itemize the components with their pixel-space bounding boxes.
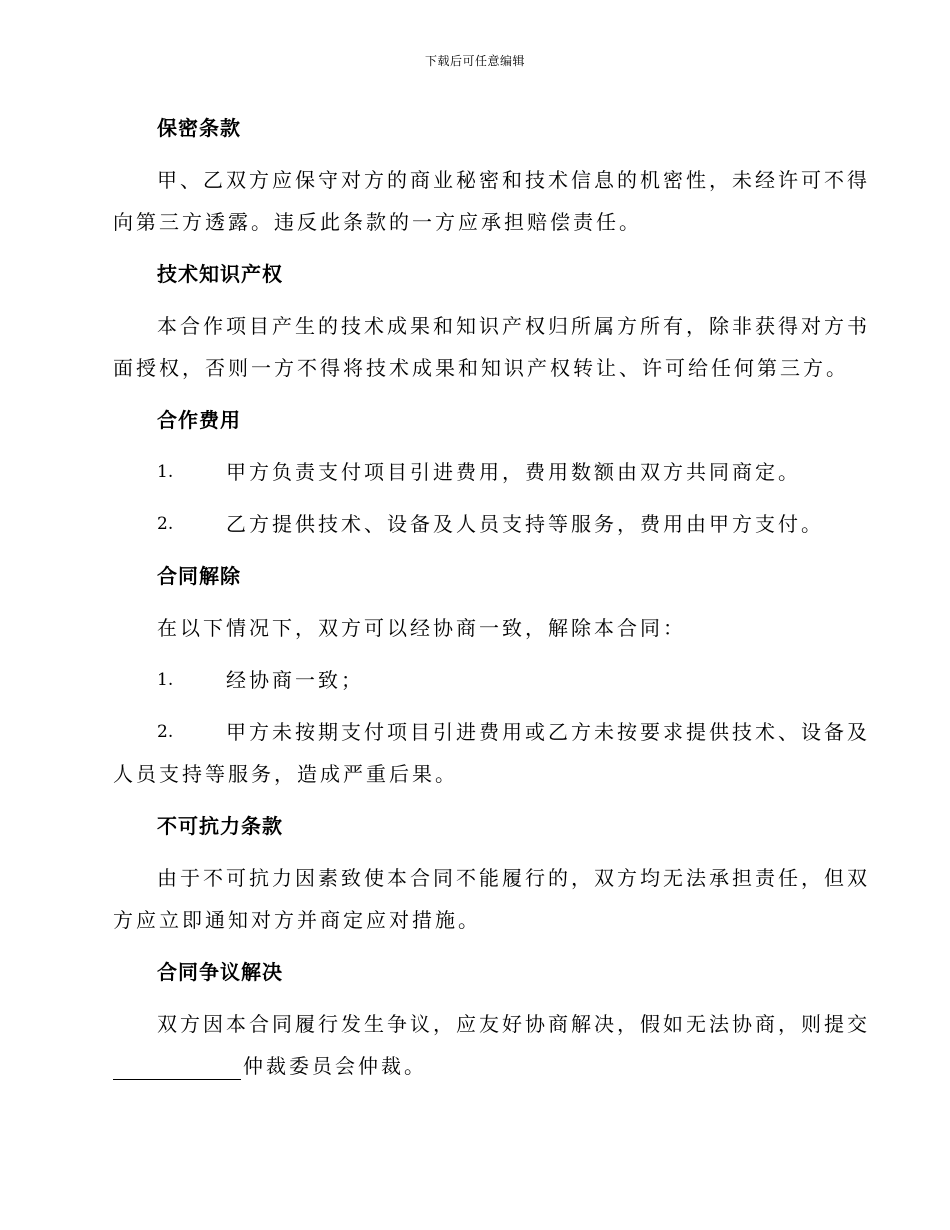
force-majeure-text-line-1: 由于不可抗力因素致使本合同不能履行的，双方均无法承担责任，但双: [157, 866, 870, 890]
confidentiality-text-line-1: 甲、乙双方应保守对方的商业秘密和技术信息的机密性，未经许可不得: [157, 168, 870, 192]
ip-text-line-1: 本合作项目产生的技术成果和知识产权归所属方所有，除非获得对方书: [157, 314, 870, 338]
confidentiality-text-line-2: 向第三方透露。违反此条款的一方应承担赔偿责任。: [113, 210, 642, 234]
dispute-text-line-2: [113, 1052, 427, 1080]
termination-item-text: 甲方未按期支付项目引进费用或乙方未按要求提供技术、设备及: [226, 720, 870, 744]
arbitration-commission-blank: [113, 1057, 241, 1080]
fees-item-text: 甲方负责支付项目引进费用，费用数额由双方共同商定。: [226, 460, 801, 484]
section-title-ip: 技术知识产权: [157, 262, 283, 286]
termination-item-text: 经协商一致；: [226, 668, 364, 692]
termination-item-number: 2.: [157, 722, 174, 742]
fees-item-text: 乙方提供技术、设备及人员支持等服务，费用由甲方支付。: [226, 512, 824, 536]
termination-intro: 在以下情况下，双方可以经协商一致，解除本合同：: [157, 616, 686, 640]
dispute-text-line-1: 双方因本合同履行发生争议，应友好协商解决，假如无法协商，则提交: [157, 1012, 870, 1036]
fees-item-number: 2.: [157, 514, 174, 534]
section-title-force-majeure: 不可抗力条款: [157, 814, 283, 838]
dispute-text-line-2-text: 仲裁委员会仲裁。: [243, 1054, 427, 1078]
termination-item-number: 1.: [157, 670, 174, 690]
section-title-dispute: 合同争议解决: [157, 960, 283, 984]
page-header: 下载后可任意编辑: [424, 54, 525, 68]
section-title-confidentiality: 保密条款: [157, 116, 241, 140]
section-title-termination: 合同解除: [157, 564, 241, 588]
section-title-fees: 合作费用: [157, 408, 241, 432]
termination-item-text-continued: 人员支持等服务，造成严重后果。: [113, 762, 458, 786]
force-majeure-text-line-2: 方应立即通知对方并商定应对措施。: [113, 908, 481, 932]
ip-text-line-2: 面授权，否则一方不得将技术成果和知识产权转让、许可给任何第三方。: [113, 356, 849, 380]
fees-item-number: 1.: [157, 462, 174, 482]
